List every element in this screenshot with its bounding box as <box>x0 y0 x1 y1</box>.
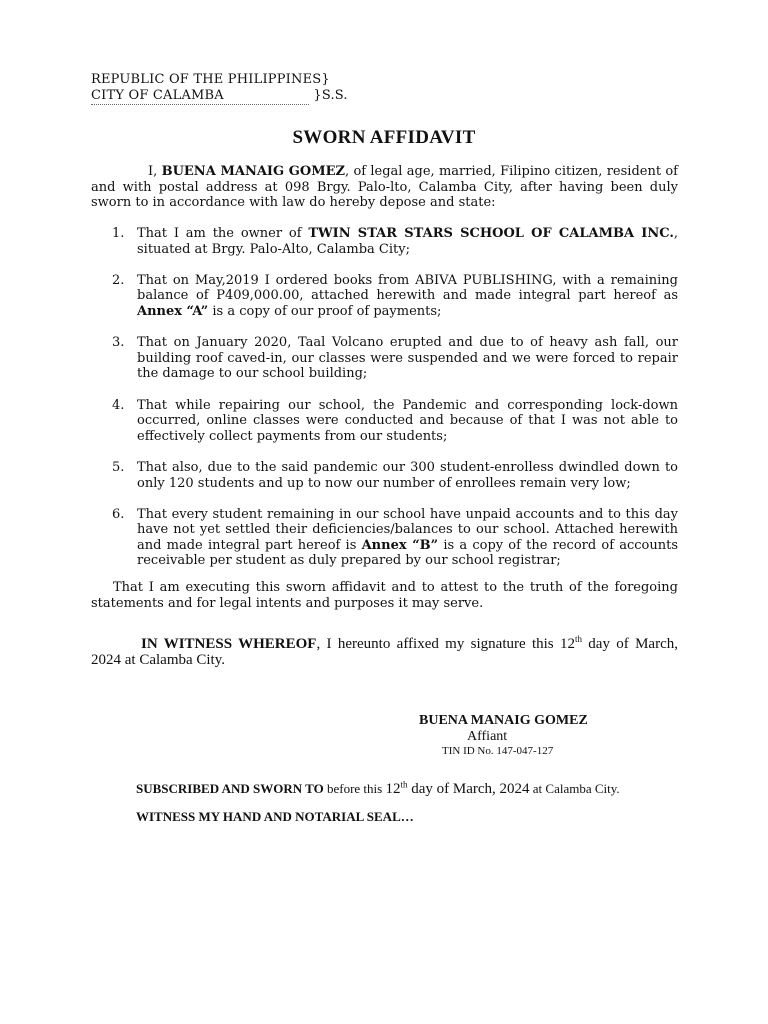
venue-republic: REPUBLIC OF THE PHILIPPINES} <box>91 72 330 87</box>
venue-city-line <box>91 88 348 105</box>
item-text: That every student remaining in our school have unpaid accounts and to this day have not yet settled their deficiencies/balances to our school. Attached herewith and made integral part hereof is <box>137 506 678 553</box>
document-title: SWORN AFFIDAVIT <box>292 127 476 148</box>
witness-paragraph <box>91 636 678 668</box>
witness-text: , I hereunto affixed my signature this 12 <box>316 636 575 652</box>
statement-list <box>91 226 678 585</box>
signature-name: BUENA MANAIG GOMEZ <box>419 713 588 728</box>
witness-text-end: day of March, 2024 at Calamba City. <box>91 636 678 668</box>
list-item <box>91 273 678 320</box>
item-number: 2. <box>112 272 125 288</box>
jurat-day: 12 <box>385 781 401 797</box>
item-bold: TWIN STAR STARS SCHOOL OF CALAMBA INC. <box>308 226 674 241</box>
venue-city: CITY OF CALAMBA <box>91 88 309 105</box>
item-text: That on January 2020, Taal Volcano erupted and due to of heavy ash fall, our building roof caved-in, our classes were suspended and we were forced to repair the damage to our school building; <box>137 335 678 382</box>
witness-heading: IN WITNESS WHEREOF <box>141 636 317 652</box>
item-number: 5. <box>112 459 125 475</box>
item-bold: Annex “B” <box>361 537 439 553</box>
item-number: 3. <box>112 335 125 351</box>
signature-role: Affiant <box>467 729 508 744</box>
affiant-name: BUENA MANAIG GOMEZ <box>161 164 346 179</box>
notarial-seal-line: WITNESS MY HAND AND NOTARIAL SEAL… <box>136 809 414 824</box>
closing-paragraph: That I am executing this sworn affidavit and to attest to the truth of the foregoing statements and for legal intents and purposes it may serve. <box>91 580 678 611</box>
item-number: 6. <box>112 506 125 522</box>
list-item <box>91 507 678 569</box>
jurat-date: day of March, 2024 <box>407 781 530 797</box>
list-item <box>91 460 678 491</box>
jurat-ordinal: th <box>400 779 408 790</box>
intro-prefix: I, <box>148 164 162 179</box>
venue-block <box>91 72 348 105</box>
item-number: 4. <box>112 397 125 413</box>
item-number: 1. <box>112 226 125 241</box>
list-item <box>91 335 678 382</box>
item-text-end: , situated at Brgy. Palo-Alto, Calamba City; <box>137 226 678 257</box>
jurat-line <box>136 781 620 798</box>
item-text: That I am the owner of <box>137 226 309 241</box>
intro-text: , of legal age, married, Filipino citizen, resident of and with postal address at 098 Brgy. Palo-lto, Calamba City, after having been duly sworn to in accordance with law do hereby depose and state: <box>91 164 678 211</box>
item-text: That on May,2019 I ordered books from ABIVA PUBLISHING, with a remaining balance of P409,000.00, attached herewith and made integral part hereof as <box>137 272 678 304</box>
list-item <box>91 226 678 257</box>
item-text-end: is a copy of the record of accounts receivable per student as duly prepared by our school registrar; <box>137 537 679 569</box>
item-text-end: is a copy of our proof of payments; <box>208 303 442 319</box>
jurat-place: at Calamba City. <box>529 781 620 796</box>
witness-ordinal: th <box>574 634 582 644</box>
intro-paragraph <box>91 164 678 211</box>
jurat-text: before this <box>323 781 386 796</box>
item-bold: Annex “A” <box>137 303 209 319</box>
signature-tin: TIN ID No. 147-047-127 <box>442 745 554 757</box>
venue-ss: }S.S. <box>313 88 348 103</box>
list-item <box>91 398 678 445</box>
jurat-heading: SUBSCRIBED AND SWORN TO <box>136 781 324 796</box>
item-text: That also, due to the said pandemic our 300 student-enrolless dwindled down to only 120 students and up to now our number of enrollees remain very low; <box>137 459 678 491</box>
item-text: That while repairing our school, the Pandemic and corresponding lock-down occurred, online classes were conducted and because of that I was not able to effectively collect payments from our students; <box>137 397 678 444</box>
